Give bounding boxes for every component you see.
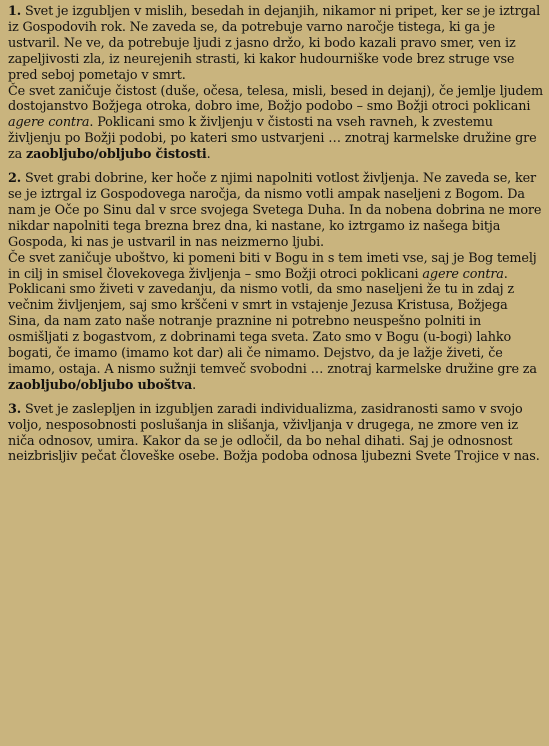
section-2-vow: zaobljubo/obljubo uboštva — [8, 377, 193, 393]
section-1-italic: agere contra — [8, 115, 90, 131]
section-2-text-3: . Poklicani smo živeti v zavedanju, da nismo votli, da smo naseljeni že tu in zdaj z večnim življenjem, saj smo krščeni v smrt in vstajenje Jezusa Kristusa, Božjega Sina, da nam zato naše notranje praznine ni potrebno neuspešno polniti in osmišljati z bogastvom, z dobrinami tega sveta. Zato smo v Bogu (u-bogi) lahko bogati, če imamo (imamo kot dar) ali če nimamo. Dejstvo, da je lažje živeti, če imamo, ostaja. A nismo sužnji temveč svobodni … znotraj karmelske družine gre za — [8, 266, 537, 377]
section-1-vow: zaobljubo/obljubo čistosti — [26, 147, 207, 163]
section-2-italic: agere contra — [422, 266, 504, 282]
section-2-text-2: Če svet zaničuje uboštvo, ki pomeni biti v Bogu in s tem imeti vse, saj je Bog temelj in cilj in smisel človekovega življenja – smo Božji otroci poklicani — [8, 250, 537, 282]
section-2-number: 2. — [8, 171, 22, 187]
section-1 — [8, 4, 543, 163]
section-2 — [8, 171, 543, 394]
section-3-number: 3. — [8, 401, 22, 417]
section-3-text: Svet je zaslepljen in izgubljen zaradi individualizma, zasidranosti samo v svojo voljo, nesposobnosti poslušanja in slišanja, vživljanja v drugega, ne zmore ven iz niča odnosov, umira. Kakor da se je odločil, da bo nehal dihati. Saj je odnosnost neizbrisljiv pečat človeške osebe. Božja podoba odnosa ljubezni Svete Trojice v nas. — [8, 401, 540, 465]
section-2-paragraph-2 — [8, 251, 543, 394]
section-2-text: Svet grabi dobrine, ker hoče z njimi napolniti votlost življenja. Ne zaveda se, ker se je iztrgal iz Gospodovega naročja, da nismo votli ampak naseljeni z Bogom. Da nam je Oče po Sinu dal v srce svojega Svetega Duha. In da nobena dobrina ne more nikdar napolniti tega brezna brez dna, ki nastane, ko iztrgamo iz našega bitja Gospoda, ki nas je ustvaril in nas neizmerno ljubi. — [8, 171, 542, 250]
section-1-end: . — [206, 147, 211, 163]
section-1-paragraph-2 — [8, 84, 543, 164]
section-1-text: Svet je izgubljen v mislih, besedah in dejanjih, nikamor ni pripet, ker se je iztrgal iz Gospodovih rok. Ne zaveda se, da potrebuje varno naročje tistega, ki ga je ustvaril. Ne ve, da potrebuje ljudi z jasno držo, ki bodo kazali pravo smer, ven iz zapeljivosti zla, iz neurejenih strasti, ki kakor hudourniške vode brez struge vse pred seboj pometajo v smrt. — [8, 4, 541, 83]
section-1-paragraph — [8, 4, 543, 84]
section-1-text-3: . Poklicani smo k življenju v čistosti na vseh ravneh, k zvestemu življenju po Božji podobi, po kateri smo ustvarjeni … znotraj karmelske družine gre za — [8, 115, 537, 163]
section-1-number: 1. — [8, 4, 22, 19]
section-2-end: . — [192, 377, 197, 393]
section-1-text-2: Če svet zaničuje čistost (duše, očesa, telesa, misli, besed in dejanj), če jemlje ljudem dostojanstvo Božjega otroka, dobro ime, Božjo podobo – smo Božji otroci poklicani — [8, 83, 543, 115]
section-3-paragraph — [8, 402, 543, 466]
section-2-paragraph — [8, 171, 543, 251]
section-3 — [8, 402, 543, 466]
